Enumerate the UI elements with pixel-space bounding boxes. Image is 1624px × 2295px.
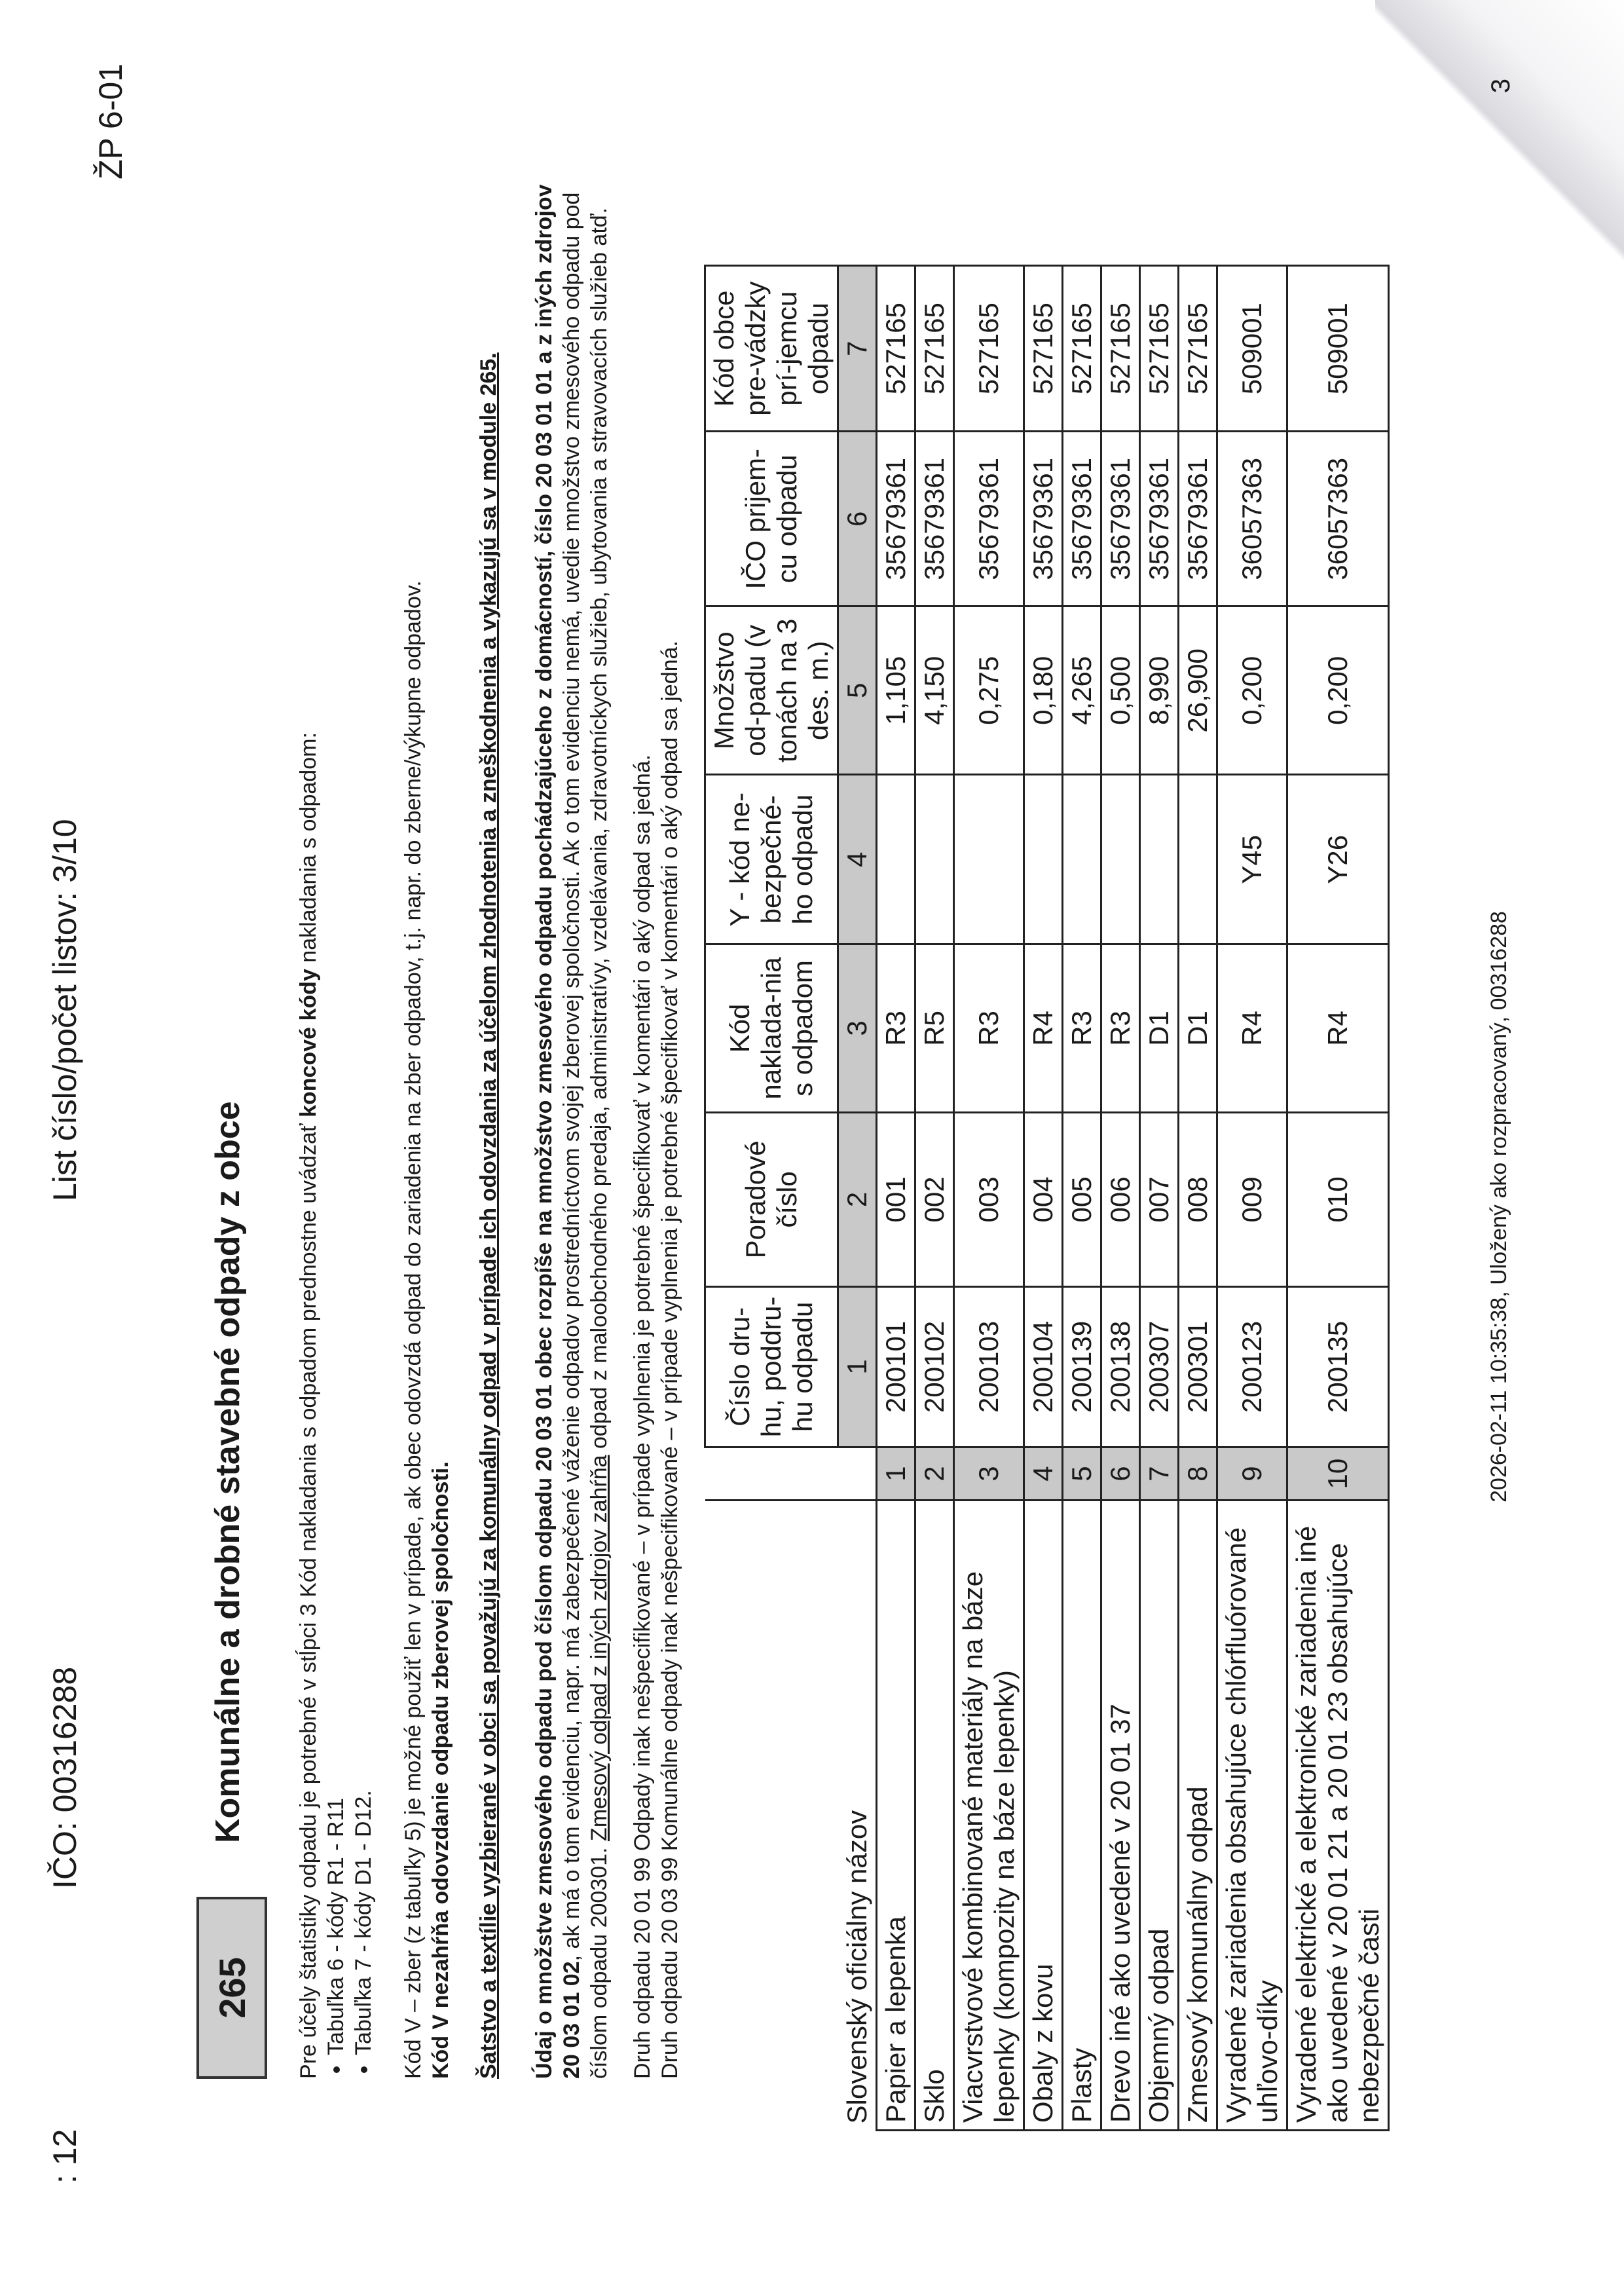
instruction-codes — [295, 179, 377, 2079]
waste-code: 200135 — [1287, 1287, 1389, 1447]
recipient-ico: 35679361 — [1024, 432, 1063, 606]
waste-code: 200102 — [915, 1287, 954, 1447]
quantity: 0,180 — [1024, 606, 1063, 775]
instruction-p3: Šatstvo a textílie vyzbierané v obci sa považujú za komunálny odpad v prípade ich odovzdania za účelom zhodnotenia a zneškodnenia a vykazujú sa v module 265. — [476, 352, 501, 2079]
waste-name: Vyradené elektrické a elektronické zariadenia iné ako uvedené v 20 01 21 a 20 01 23 obsahujúce nebezpečné časti — [1287, 1501, 1389, 2131]
waste-name: Viacvrstvové kombinované materiály na báze lepenky (kompozity na báze lepenky) — [954, 1501, 1024, 2131]
column-header: Množstvo od-padu (v tonách na 3 des. m.) — [705, 606, 838, 775]
sequence-number: 001 — [877, 1112, 915, 1286]
table-row — [1063, 266, 1101, 2131]
waste-name: Sklo — [915, 1501, 954, 2131]
recipient-municipality-code: 509001 — [1287, 266, 1389, 432]
row-number: 5 — [1063, 1447, 1101, 1501]
column-number: 5 — [838, 606, 877, 775]
treatment-code: R4 — [1287, 944, 1389, 1113]
row-number: 3 — [954, 1447, 1024, 1501]
quantity: 4,150 — [915, 606, 954, 775]
y-code — [954, 775, 1024, 944]
waste-code: 200104 — [1024, 1287, 1063, 1447]
column-number: 1 — [838, 1287, 877, 1447]
instruction-p2: Kód V – zber (z tabuľky 5) je možné použiť len v prípade, ak obec odovzdá odpad do zariadenia na zber odpadov, t.j. napr. do zberne/výkupne odpadov. — [401, 580, 426, 2079]
recipient-ico: 35679361 — [954, 432, 1024, 606]
recipient-ico: 35679361 — [1140, 432, 1179, 606]
quantity: 0,200 — [1287, 606, 1389, 775]
recipient-municipality-code: 527165 — [877, 266, 915, 432]
page-number: 3 — [1486, 79, 1515, 94]
instruction-p1-bold: koncové kódy — [296, 969, 321, 1117]
instruction-p6: Druh odpadu 20 03 99 Komunálne odpady inak nešpecifikované – v prípade vyplnenia je potrebné špecifikovať v komentári o aký odpad sa jedná. — [657, 641, 682, 2079]
column-number: 3 — [838, 944, 877, 1113]
module-title: Komunálne a drobné stavebné odpady z obce — [209, 1101, 247, 1843]
y-code — [1063, 775, 1101, 944]
recipient-ico: 35679361 — [877, 432, 915, 606]
row-number: 9 — [1217, 1447, 1287, 1501]
y-code — [877, 775, 915, 944]
instruction-p4-text: , ak má o tom evidenciu, napr. má zabezpečené váženie odpadov prostredníctvom svojej zberovej spoločnosti. Ak o tom evidenciu nemá, uvedie množstvo zmesového odpadu pod číslom odpadu 200301. — [559, 192, 612, 2079]
save-status: 2026-02-11 10:35:38, Uložený ako rozpracovaný, 00316288 — [1486, 911, 1511, 1502]
table-row — [1179, 266, 1217, 2131]
code-table-item: • Tabuľka 6 - kódy R1 - R11 — [322, 179, 350, 2055]
y-code — [915, 775, 954, 944]
instruction-p2-bold: Kód V nezahŕňa odovzdanie odpadu zberovej spoločnosti. — [428, 1461, 453, 2079]
column-number: 4 — [838, 775, 877, 944]
sequence-number: 007 — [1140, 1112, 1179, 1286]
quantity: 1,105 — [877, 606, 915, 775]
y-code — [1024, 775, 1063, 944]
module-number-text: 265 — [211, 1957, 253, 2019]
sequence-number: 010 — [1287, 1112, 1389, 1286]
waste-name: Drevo iné ako uvedené v 20 01 37 — [1101, 1501, 1140, 2131]
quantity: 0,275 — [954, 606, 1024, 775]
table-header-row — [705, 266, 838, 2131]
table-row — [1217, 266, 1287, 2131]
table-row — [1024, 266, 1063, 2131]
module-number — [196, 1897, 267, 2079]
instruction-p1-end: nakladania s odpadom: — [296, 732, 321, 969]
instruction-p4-end: odpad z maloobchodného predaja, administratívy, vzdelávania, zdravotníckych služieb, ubytovania a stravovacích služieb atď. — [587, 207, 612, 1455]
column-header-name: Slovenský oficiálny názov — [705, 1501, 877, 2131]
form-code: ŽP 6-01 — [92, 64, 129, 179]
column-header: Číslo dru-hu, poddru-hu odpadu — [705, 1287, 838, 1447]
recipient-municipality-code: 527165 — [1101, 266, 1140, 432]
treatment-code: R3 — [1101, 944, 1140, 1113]
table-row — [877, 266, 915, 2131]
sheet-counter: List číslo/počet listov: 3/10 — [46, 819, 83, 1201]
row-number-header — [705, 1447, 877, 1501]
y-code — [1179, 775, 1217, 944]
row-number: 6 — [1101, 1447, 1140, 1501]
page-fold-shadow — [1375, 0, 1624, 275]
treatment-code: R5 — [915, 944, 954, 1113]
recipient-municipality-code: 527165 — [1140, 266, 1179, 432]
column-header: Y - kód ne-bezpečné-ho odpadu — [705, 775, 838, 944]
recipient-municipality-code: 509001 — [1217, 266, 1287, 432]
recipient-ico: 35679361 — [1179, 432, 1217, 606]
recipient-municipality-code: 527165 — [915, 266, 954, 432]
recipient-ico: 36057363 — [1287, 432, 1389, 606]
page-ref: : 12 — [46, 2129, 83, 2184]
row-number: 1 — [877, 1447, 915, 1501]
row-number: 2 — [915, 1447, 954, 1501]
quantity: 8,990 — [1140, 606, 1179, 775]
y-code: Y45 — [1217, 775, 1287, 944]
treatment-code: R3 — [877, 944, 915, 1113]
instruction-p4-bold: Údaj o množstve zmesového odpadu pod číslom odpadu 20 03 01 obec rozpíše na množstvo zmesového odpadu pochádzajúceho z domácností, číslo 20 03 01 01 a z iných zdrojov 20 03 01 02 — [532, 184, 584, 2079]
column-number: 6 — [838, 432, 877, 606]
instruction-p1 — [295, 179, 322, 2079]
instruction-v-code — [399, 179, 454, 2079]
code-table-list — [322, 179, 377, 2079]
row-number: 8 — [1179, 1447, 1217, 1501]
recipient-ico: 35679361 — [915, 432, 954, 606]
treatment-code: R3 — [954, 944, 1024, 1113]
treatment-code: R3 — [1063, 944, 1101, 1113]
waste-name: Obaly z kovu — [1024, 1501, 1063, 2131]
waste-code: 200139 — [1063, 1287, 1101, 1447]
quantity: 0,200 — [1217, 606, 1287, 775]
row-number: 10 — [1287, 1447, 1389, 1501]
recipient-municipality-code: 527165 — [1179, 266, 1217, 432]
column-header: Poradové číslo — [705, 1112, 838, 1286]
quantity: 26,900 — [1179, 606, 1217, 775]
instruction-p5: Druh odpadu 20 01 99 Odpady inak nešpecifikované – v prípade vyplnenia je potrebné špecifikovať v komentári o aký odpad sa jedná. — [630, 755, 655, 2079]
waste-code: 200123 — [1217, 1287, 1287, 1447]
y-code: Y26 — [1287, 775, 1389, 944]
y-code — [1140, 775, 1179, 944]
table-row — [1101, 266, 1140, 2131]
recipient-ico: 35679361 — [1063, 432, 1101, 606]
column-number: 7 — [838, 266, 877, 432]
sequence-number: 003 — [954, 1112, 1024, 1286]
instruction-textiles — [475, 179, 502, 2079]
y-code — [1101, 775, 1140, 944]
sequence-number: 006 — [1101, 1112, 1140, 1286]
waste-name: Zmesový komunálny odpad — [1179, 1501, 1217, 2131]
recipient-municipality-code: 527165 — [1024, 266, 1063, 432]
waste-name: Objemný odpad — [1140, 1501, 1179, 2131]
quantity: 0,500 — [1101, 606, 1140, 775]
recipient-ico: 35679361 — [1101, 432, 1140, 606]
treatment-code: D1 — [1179, 944, 1217, 1113]
table-body — [877, 266, 1389, 2131]
column-number: 2 — [838, 1112, 877, 1286]
table-row — [1140, 266, 1179, 2131]
row-number: 4 — [1024, 1447, 1063, 1501]
row-number: 7 — [1140, 1447, 1179, 1501]
sequence-number: 002 — [915, 1112, 954, 1286]
waste-name: Plasty — [1063, 1501, 1101, 2131]
treatment-code: R4 — [1024, 944, 1063, 1113]
quantity: 4,265 — [1063, 606, 1101, 775]
table-row — [954, 266, 1024, 2131]
sequence-number: 008 — [1179, 1112, 1217, 1286]
waste-code: 200138 — [1101, 1287, 1140, 1447]
column-header: Kód naklada-nia s odpadom — [705, 944, 838, 1113]
recipient-municipality-code: 527165 — [1063, 266, 1101, 432]
waste-name: Vyradené zariadenia obsahujúce chlórfluórované uhľovo-díky — [1217, 1501, 1287, 2131]
instruction-p4-underline: Zmesový odpad z iných zdrojov zahŕňa — [587, 1455, 612, 1842]
waste-code: 200103 — [954, 1287, 1024, 1447]
waste-code: 200301 — [1179, 1287, 1217, 1447]
sequence-number: 009 — [1217, 1112, 1287, 1286]
treatment-code: D1 — [1140, 944, 1179, 1113]
code-table-item: • Tabuľka 7 - kódy D1 - D12. — [350, 179, 377, 2055]
sequence-number: 004 — [1024, 1112, 1063, 1286]
recipient-ico: 36057363 — [1217, 432, 1287, 606]
table-row — [1287, 266, 1389, 2131]
table-row — [915, 266, 954, 2131]
sequence-number: 005 — [1063, 1112, 1101, 1286]
instruction-p1-text: Pre účely štatistiky odpadu je potrebné v stĺpci 3 Kód nakladania s odpadom prednostne uvádzať — [296, 1117, 321, 2079]
waste-table — [704, 265, 1390, 2131]
ico-header: IČO: 00316288 — [46, 1666, 83, 1889]
recipient-municipality-code: 527165 — [954, 266, 1024, 432]
instruction-other-waste — [629, 179, 684, 2079]
waste-code: 200101 — [877, 1287, 915, 1447]
waste-name: Papier a lepenka — [877, 1501, 915, 2131]
waste-code: 200307 — [1140, 1287, 1179, 1447]
instruction-mixed-waste — [530, 179, 613, 2079]
column-header: IČO prijem-cu odpadu — [705, 432, 838, 606]
column-header: Kód obce pre-vádzky prí-jemcu odpadu — [705, 266, 838, 432]
treatment-code: R4 — [1217, 944, 1287, 1113]
